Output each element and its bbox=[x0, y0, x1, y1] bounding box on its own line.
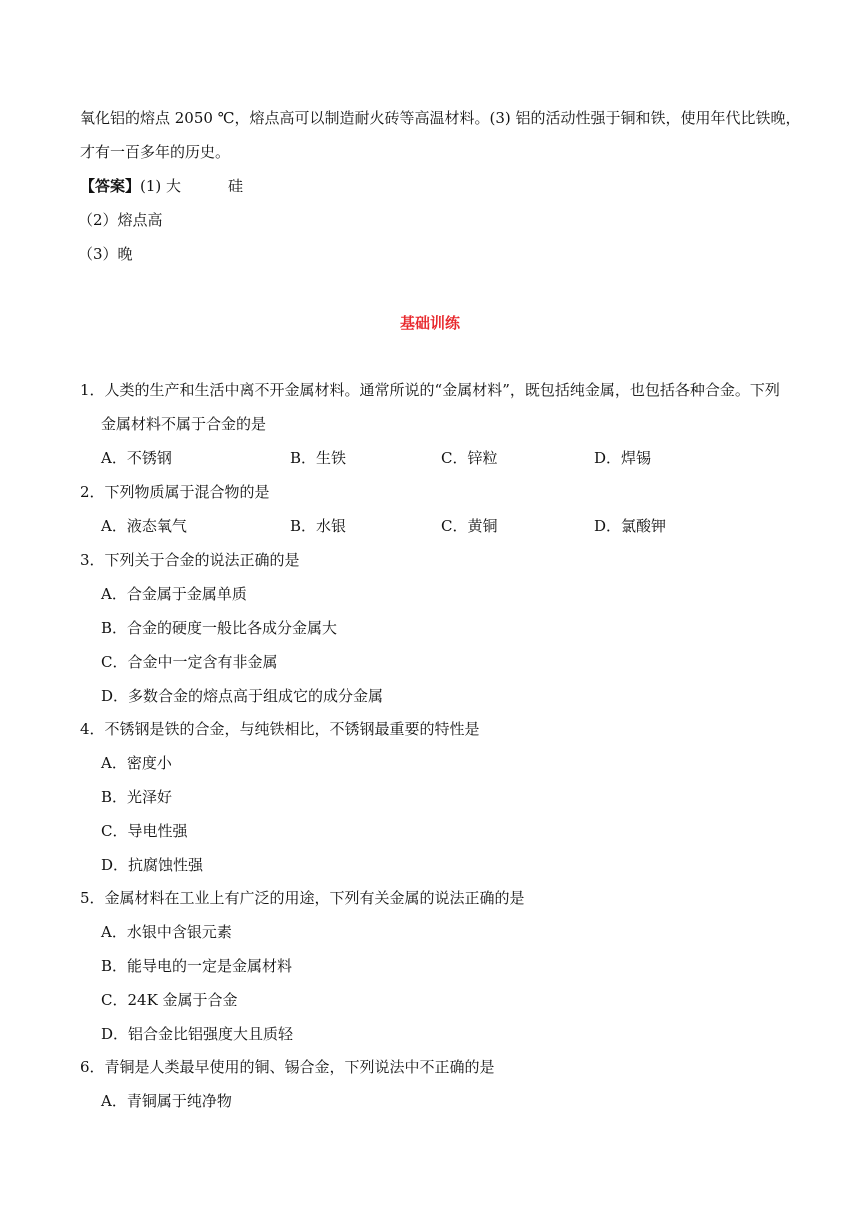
question-4-option-a: A．密度小 bbox=[101, 754, 172, 772]
question-5-option-c: C．24K 金属于合金 bbox=[101, 991, 238, 1009]
question-1-stem: 1．人类的生产和生活中离不开金属材料。通常所说的“金属材料”，既包括纯金属，也包括各种合金。下列 bbox=[80, 381, 780, 399]
question-1-option-b: B．生铁 bbox=[290, 449, 347, 467]
question-1-stem-cont: 金属材料不属于合金的是 bbox=[101, 415, 267, 433]
intro-line-1: 氧化铝的熔点 2050 ℃，熔点高可以制造耐火砖等高温材料。(3) 铝的活动性强于铜和铁，使用年代比铁晚， bbox=[80, 109, 801, 127]
question-5-stem: 5．金属材料在工业上有广泛的用途，下列有关金属的说法正确的是 bbox=[80, 889, 525, 907]
section-title: 基础训练 bbox=[399, 314, 460, 332]
question-5-option-b: B．能导电的一定是金属材料 bbox=[101, 957, 293, 975]
question-2-option-a: A．液态氧气 bbox=[101, 517, 187, 535]
question-4-option-d: D．抗腐蚀性强 bbox=[101, 856, 204, 874]
answer-label: 【答案】 bbox=[80, 177, 141, 195]
question-3-stem: 3．下列关于合金的说法正确的是 bbox=[80, 551, 300, 569]
question-2-option-b: B．水银 bbox=[290, 517, 347, 535]
intro-line-2: 才有一百多年的历史。 bbox=[80, 143, 231, 161]
question-6-stem: 6．青铜是人类最早使用的铜、锡合金，下列说法中不正确的是 bbox=[80, 1058, 495, 1076]
question-6-option-a: A．青铜属于纯净物 bbox=[101, 1092, 232, 1110]
answer-part-1-value: 硅 bbox=[228, 177, 244, 195]
answer-part-2: （2）熔点高 bbox=[78, 211, 163, 229]
question-1-option-c: C．锌粒 bbox=[441, 449, 498, 467]
question-3-option-b: B．合金的硬度一般比各成分金属大 bbox=[101, 619, 338, 637]
question-1-option-a: A．不锈钢 bbox=[101, 449, 172, 467]
answer-part-1: (1) 大 bbox=[140, 177, 182, 195]
question-2-option-d: D．氯酸钾 bbox=[594, 517, 667, 535]
question-2-option-c: C．黄铜 bbox=[441, 517, 498, 535]
question-5-option-d: D．铝合金比铝强度大且质轻 bbox=[101, 1025, 294, 1043]
question-3-option-d: D．多数合金的熔点高于组成它的成分金属 bbox=[101, 687, 384, 705]
answer-label-line bbox=[80, 176, 181, 196]
question-1-option-d: D．焊锡 bbox=[594, 449, 652, 467]
answer-part-3: （3）晚 bbox=[78, 245, 133, 263]
question-2-stem: 2．下列物质属于混合物的是 bbox=[80, 483, 270, 501]
question-4-stem: 4．不锈钢是铁的合金，与纯铁相比，不锈钢最重要的特性是 bbox=[80, 720, 480, 738]
question-3-option-c: C．合金中一定含有非金属 bbox=[101, 653, 278, 671]
question-4-option-c: C．导电性强 bbox=[101, 822, 188, 840]
question-3-option-a: A．合金属于金属单质 bbox=[101, 585, 247, 603]
question-5-option-a: A．水银中含银元素 bbox=[101, 923, 232, 941]
question-4-option-b: B．光泽好 bbox=[101, 788, 173, 806]
